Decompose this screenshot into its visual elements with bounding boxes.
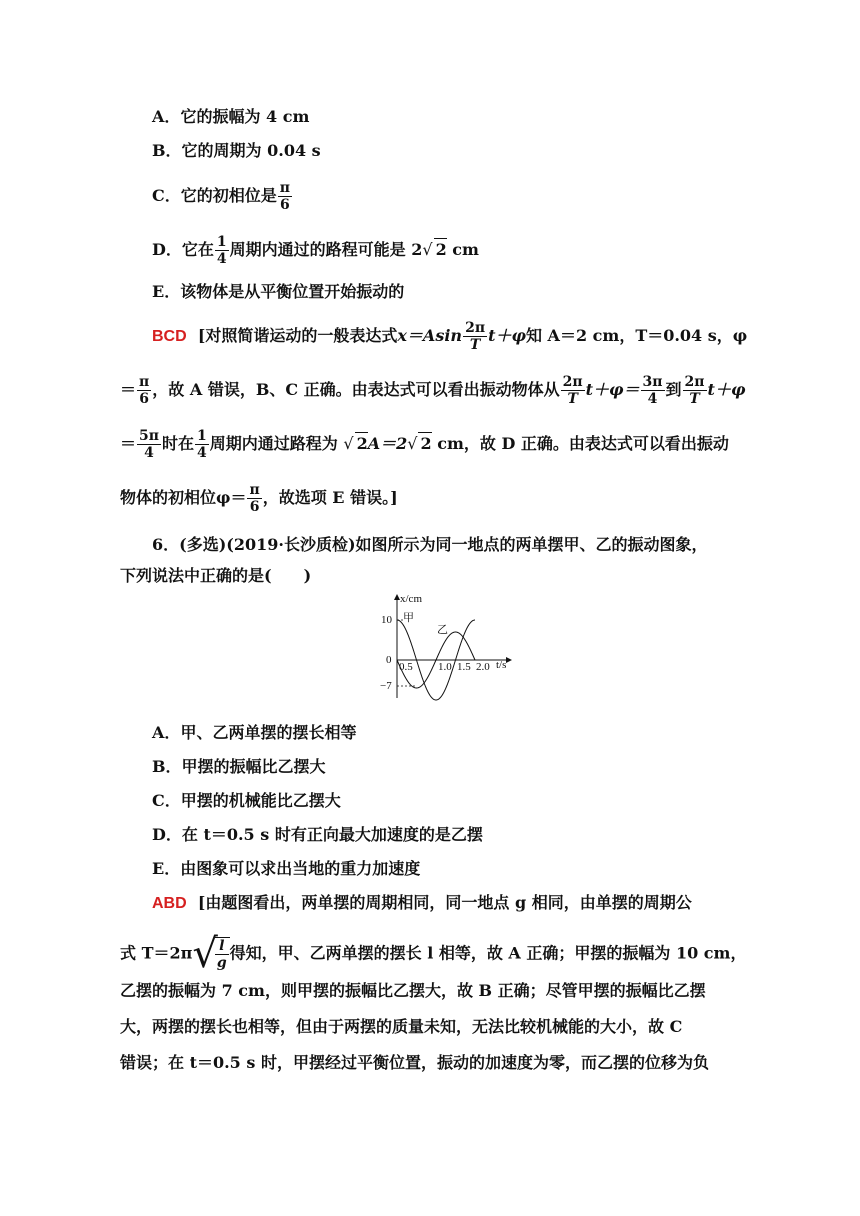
q5-option-a-text: 它的振幅为 4 cm (180, 107, 310, 126)
q5-option-e-label: E (152, 282, 165, 301)
q6-option-c: C．甲摆的机械能比乙摆大 (152, 791, 341, 810)
y-axis-label: x/cm (400, 593, 422, 605)
q5-option-a-label: A (152, 107, 165, 126)
q6-stem-line-1: 6．(多选)(2019·长沙质检)如图所示为同一地点的两单摆甲、乙的振动图象， (152, 535, 708, 554)
q6-stem-line-2: 下列说法中正确的是( ) (120, 566, 312, 585)
x-tick-1.5: 1.5 (457, 661, 471, 673)
q6-option-b: B．甲摆的振幅比乙摆大 (152, 757, 326, 776)
q5-option-e-text: 该物体是从平衡位置开始振动的 (180, 282, 405, 301)
q6-explanation-line-5: 错误；在 t＝0.5 s 时，甲摆经过平衡位置，振动的加速度为零，而乙摆的位移为负 (120, 1053, 709, 1072)
q5-answer: BCD (152, 328, 187, 345)
q6-explanation-line-4: 大，两摆的摆长也相等，但由于两摆的质量未知，无法比较机械能的大小，故 C (120, 1017, 683, 1036)
q6-explanation-line-3: 乙摆的振幅为 7 cm，则甲摆的振幅比乙摆大，故 B 正确；尽管甲摆的振幅比乙摆 (120, 981, 706, 1000)
q5-option-e: E．该物体是从平衡位置开始振动的 (152, 282, 405, 301)
x-tick-1.0: 1.0 (438, 661, 452, 673)
q5-option-c-fraction: $\frac{\pi}{6}$ (279, 180, 291, 213)
x-axis-label: t/s (496, 659, 507, 671)
q5-option-b-text: 它的周期为 0.04 s (181, 141, 321, 160)
q5-option-d: D．它在 $\frac{1}{4}$ 周期内通过的路程可能是 2√ 2 cm (152, 234, 479, 267)
x-tick-0.5: 0.5 (399, 661, 413, 673)
q5-option-d-text-pre: 它在 (181, 240, 214, 259)
q5-option-a: A．它的振幅为 4 cm (152, 107, 310, 126)
q5-option-c-text: 它的初相位是 (180, 186, 277, 205)
series-jia-label: 甲 (403, 612, 414, 624)
q5-option-d-text-post: 周期内通过的路程可能是 2 (229, 240, 423, 259)
q5-option-c-label: C (152, 186, 165, 205)
x-axis-arrow (506, 657, 512, 663)
y-tick-neg7: −7 (380, 680, 392, 692)
q6-answer: ABD (152, 895, 187, 912)
oscillation-graph (363, 590, 513, 710)
x-tick-2.0: 2.0 (476, 661, 490, 673)
series-yi-label: 乙 (437, 624, 448, 636)
q6-explanation-line-2: 式 T＝2π√ $\frac{l}{g}$ 得知，甲、乙两单摆的摆长 l 相等，故 A 正确；甲摆的振幅为 10 cm， (120, 931, 747, 977)
q5-explanation-line-1: BCD [对照简谐运动的一般表达式x＝Asin $\frac{2\pi}{T}$ t＋φ知 A＝2 cm，T＝0.04 s，φ (152, 320, 748, 353)
q5-option-d-sqrt: 2 (435, 240, 447, 259)
q6-option-d: D．在 t＝0.5 s 时有正向最大加速度的是乙摆 (152, 825, 483, 844)
q5-explanation-line-3: ＝ $\frac{5\pi}{4}$ 时在 $\frac{1}{4}$ 周期内通过路程为 √ 2A＝2√ 2 cm，故 D 正确。由表达式可以看出振动 (120, 428, 729, 461)
q6-option-e: E．由图象可以求出当地的重力加速度 (152, 859, 421, 878)
y-tick-0: 0 (386, 654, 392, 666)
q5-option-b-label: B (152, 141, 166, 160)
q6-explanation-line-1: ABD [由题图看出，两单摆的周期相同，同一地点 g 相同，由单摆的周期公 (152, 893, 692, 912)
q6-option-a: A．甲、乙两单摆的摆长相等 (152, 723, 357, 742)
q5-option-d-label: D (152, 240, 166, 259)
q5-explanation-line-2: ＝ $\frac{\pi}{6}$ ，故 A 错误，B、C 正确。由表达式可以看出振动物体从 $\frac{2\pi}{T}$ t＋φ＝ $\frac{3\pi}{4}$ 到 $\frac{2\pi}{T}$ t＋φ (120, 374, 746, 407)
q5-option-d-fraction: $\frac{1}{4}$ (216, 234, 227, 267)
y-tick-10: 10 (381, 614, 392, 626)
q5-option-d-unit: cm (446, 240, 479, 259)
q5-option-b: B．它的周期为 0.04 s (152, 141, 321, 160)
q5-explanation-line-4: 物体的初相位φ＝ $\frac{\pi}{6}$ ，故选项 E 错误。] (120, 482, 398, 515)
q5-option-c: C．它的初相位是 $\frac{\pi}{6}$ (152, 180, 291, 213)
